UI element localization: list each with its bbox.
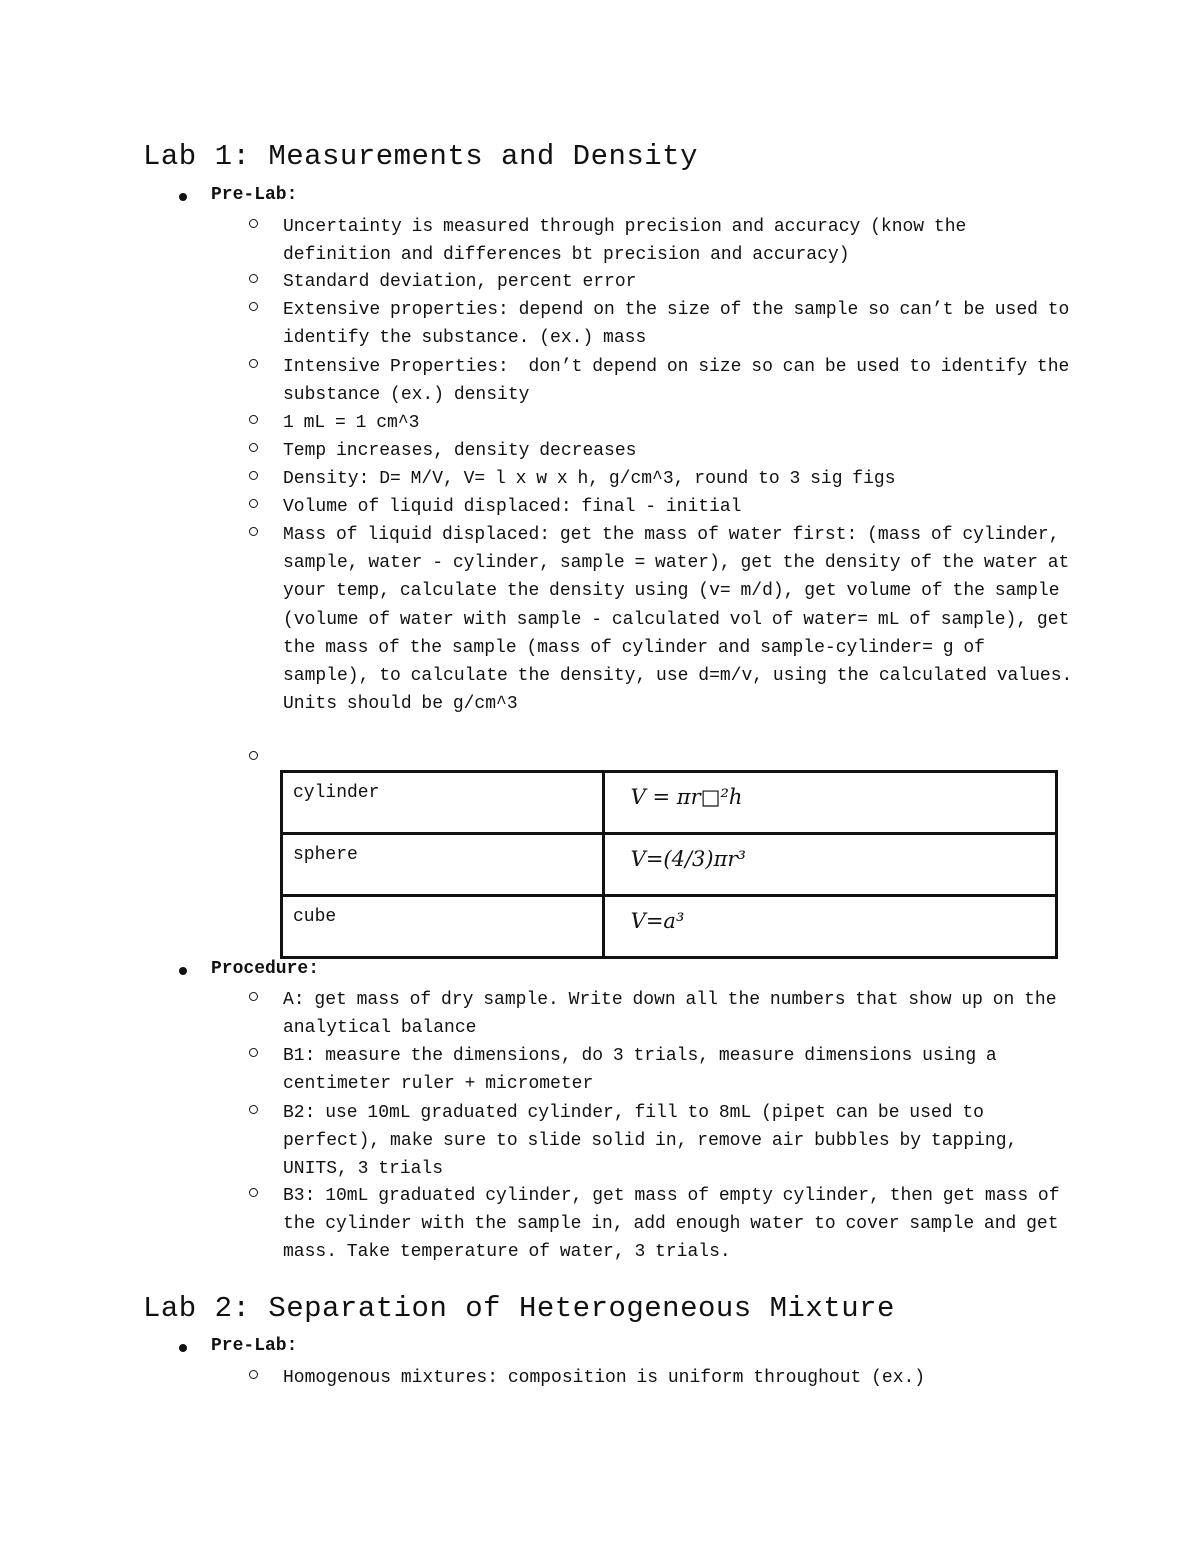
bullet-icon (179, 1344, 187, 1352)
lab2-title: Lab 2: Separation of Heterogeneous Mixture (143, 1292, 895, 1325)
hollow-bullet-icon (249, 1370, 258, 1379)
bullet-icon (179, 967, 187, 975)
hollow-bullet-icon (249, 1188, 258, 1197)
prelab-label: Pre-Lab: (211, 1336, 298, 1356)
shape-name-cell: cube (282, 896, 604, 958)
formula-cell: V=a³ (603, 896, 1056, 958)
hollow-bullet-icon (249, 527, 258, 536)
hollow-bullet-icon (249, 274, 258, 283)
hollow-bullet-icon (249, 499, 258, 508)
hollow-bullet-icon (249, 992, 258, 1001)
table-row (282, 896, 1057, 958)
hollow-bullet-icon (249, 359, 258, 368)
table-row (282, 772, 1057, 834)
hollow-bullet-icon (249, 302, 258, 311)
hollow-bullet-icon (249, 415, 258, 424)
procedure-label: Procedure: (211, 959, 320, 979)
lab1-title: Lab 1: Measurements and Density (143, 140, 698, 173)
volume-formula-table (280, 770, 1058, 959)
prelab-label: Pre-Lab: (211, 185, 298, 205)
formula-cell: V=(4/3)πr³ (603, 834, 1056, 896)
hollow-bullet-icon (249, 1105, 258, 1114)
hollow-bullet-icon (249, 471, 258, 480)
bullet-icon (179, 193, 187, 201)
shape-name-cell: cylinder (282, 772, 604, 834)
hollow-bullet-icon (249, 443, 258, 452)
table-row (282, 834, 1057, 896)
formula-cell: V = πr□²h (603, 772, 1056, 834)
hollow-bullet-icon (249, 1048, 258, 1057)
shape-name-cell: sphere (282, 834, 604, 896)
hollow-bullet-icon (249, 219, 258, 228)
document-page: Lab 1: Measurements and Density Pre-Lab: Uncertainty is measured through precision and accuracy (know the definition and differences bt precision and accuracy) Standard deviation, percent error Extensive properties: depend on the size of the sample so can’t be used to identify the substance. (ex.) mass Intensive Properties: don’t depend on size so can be used to identify the substance (ex.) density 1 mL = 1 cm^3 Temp increases, density decreases Density: D= M/V, V= l x w x h, g/cm^3, round to 3 sig figs Volume of liquid displaced: final - initial Mass of liquid displaced: get the mass of water first: (mass of cylinder, sample, water - cylinder, sample = water), get the density of the water at your temp, calculate the density using (v= m/d), get volume of the sample (volume of water with sample - calculated vol of water= mL of sample), get the mass of the sample (mass of cylinder and sample-cylinder= g of sample), to calculate the density, use d=m/v, using the calculated values. Units should be g/cm^3 cylinder V = πr□²h sphere V=(4/3)πr³ cube V=a³ Procedure: A: get mass of dry sample. Write down all the numbers that show up on the analytical balance B1: measure the dimensions, do 3 trials, measure dimensions using a centimeter ruler + micrometer B2: use 10mL graduated cylinder, fill to 8mL (pipet can be used to perfect), make sure to slide solid in, remove air bubbles by tapping, UNITS, 3 trials B3: 10mL graduated cylinder, get mass of empty cylinder, then get mass of the cylinder with the sample in, add enough water to cover sample and get mass. Take temperature of water, 3 trials. Lab 2: Separation of Heterogeneous Mixture Pre-Lab: Homogenous mixtures: composition is uniform throughout (ex.) (143, 140, 1083, 1388)
hollow-bullet-icon (249, 751, 258, 760)
